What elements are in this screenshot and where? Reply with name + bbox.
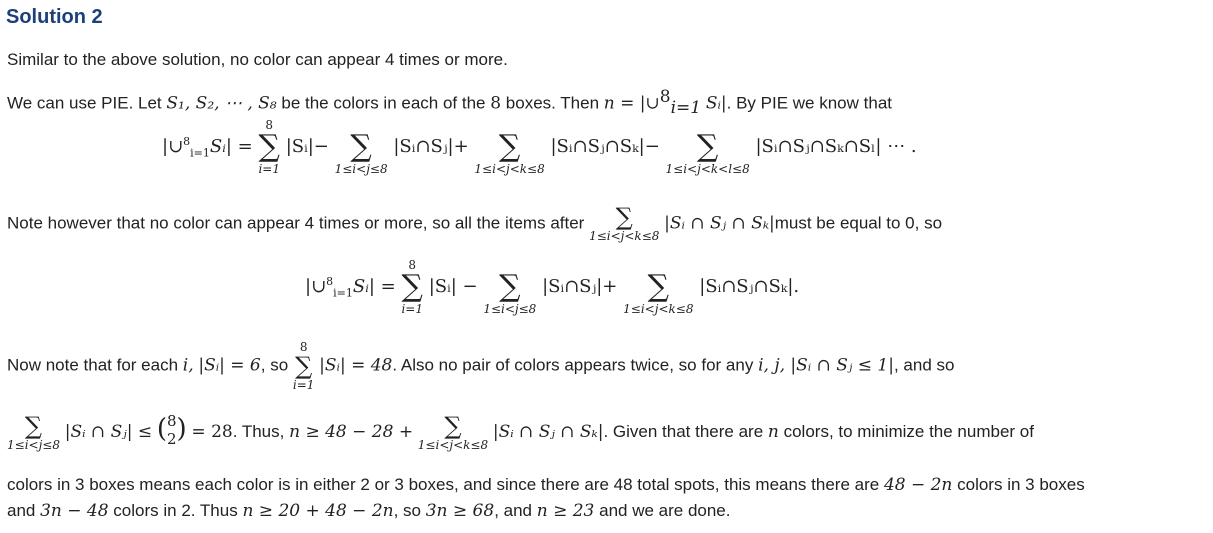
sum-sign: ∑ 1≤i<j<k≤8: [474, 129, 545, 176]
display-equation-1: |∪$^8_{i=1}$Sᵢ| = 8 ∑ i=1 |Sᵢ|− ∑ 1≤i<j≤8 |Sᵢ∩Sⱼ|+ ∑ 1≤i<j<k≤8 |Sᵢ∩Sⱼ∩Sₖ|− ∑ 1≤i<j<k<l≤8 |Sᵢ∩Sⱼ∩Sₖ∩Sₗ| ⋯ .: [162, 118, 917, 176]
sum-sign: ∑ 1≤i<j≤8: [7, 411, 60, 452]
sum-sign: 8 ∑ i=1: [258, 118, 280, 176]
sum-sign: ∑ 1≤i<j≤8: [334, 129, 388, 176]
sum-sign: ∑ 1≤i<j<k≤8: [417, 411, 489, 452]
display-equation-2: |∪$^8_{i=1}$Sᵢ| = 8 ∑ i=1 |Sᵢ| − ∑ 1≤i<j≤8 |Sᵢ∩Sⱼ|+ ∑ 1≤i<j<k≤8 |Sᵢ∩Sⱼ∩Sₖ|.: [305, 258, 800, 316]
sum-sign: ∑ 1≤i<j<k<l≤8: [665, 129, 750, 176]
solution-heading: Solution 2: [6, 6, 103, 28]
sum-sign: 8 ∑ i=1: [401, 258, 423, 316]
text-line-3: Note however that no color can appear 4 times or more, so all the items after ∑ 1≤i<j<k≤8 |Sᵢ ∩ Sⱼ ∩ Sₖ|must be equal to 0, so: [7, 203, 943, 243]
binomial: (8 2): [156, 412, 187, 448]
sum-sign: ∑ 1≤i<j<k≤8: [589, 203, 660, 243]
text-line-1: Similar to the above solution, no color can appear 4 times or more.: [7, 50, 508, 69]
sum-sign: ∑ 1≤i<j≤8: [483, 269, 537, 316]
sum-sign: ∑ 1≤i<j<k≤8: [623, 269, 694, 316]
sum-sign: 8 ∑ i=1: [292, 340, 315, 392]
text-line-4: Now note that for each i, |Sᵢ| = 6, so 8 ∑ i=1 |Sᵢ| = 48. Also no pair of colors appears twice, so for any i, j, |Sᵢ ∩ Sⱼ ≤ 1|, and so: [7, 340, 955, 392]
text-line-2: We can use PIE. Let S₁, S₂, ⋯ , S₈ be the colors in each of the 8 boxes. Then n = |∪$^8_{i=1}$ Sᵢ|. By PIE we know that: [7, 87, 892, 119]
text-line-6: colors in 3 boxes means each color is in either 2 or 3 boxes, and since there are 48 total spots, this means there are 48 − 2n colors in 3 boxes: [7, 475, 1085, 495]
text-line-7: and 3n − 48 colors in 2. Thus n ≥ 20 + 48 − 2n, so 3n ≥ 68, and n ≥ 23 and we are done.: [7, 501, 731, 521]
text-line-5: ∑ 1≤i<j≤8 |Sᵢ ∩ Sⱼ| ≤ (8 2) = 28. Thus, n ≥ 48 − 28 + ∑ 1≤i<j<k≤8 |Sᵢ ∩ Sⱼ ∩ Sₖ|. Given that there are n colors, to minimize the number of: [7, 411, 1034, 452]
